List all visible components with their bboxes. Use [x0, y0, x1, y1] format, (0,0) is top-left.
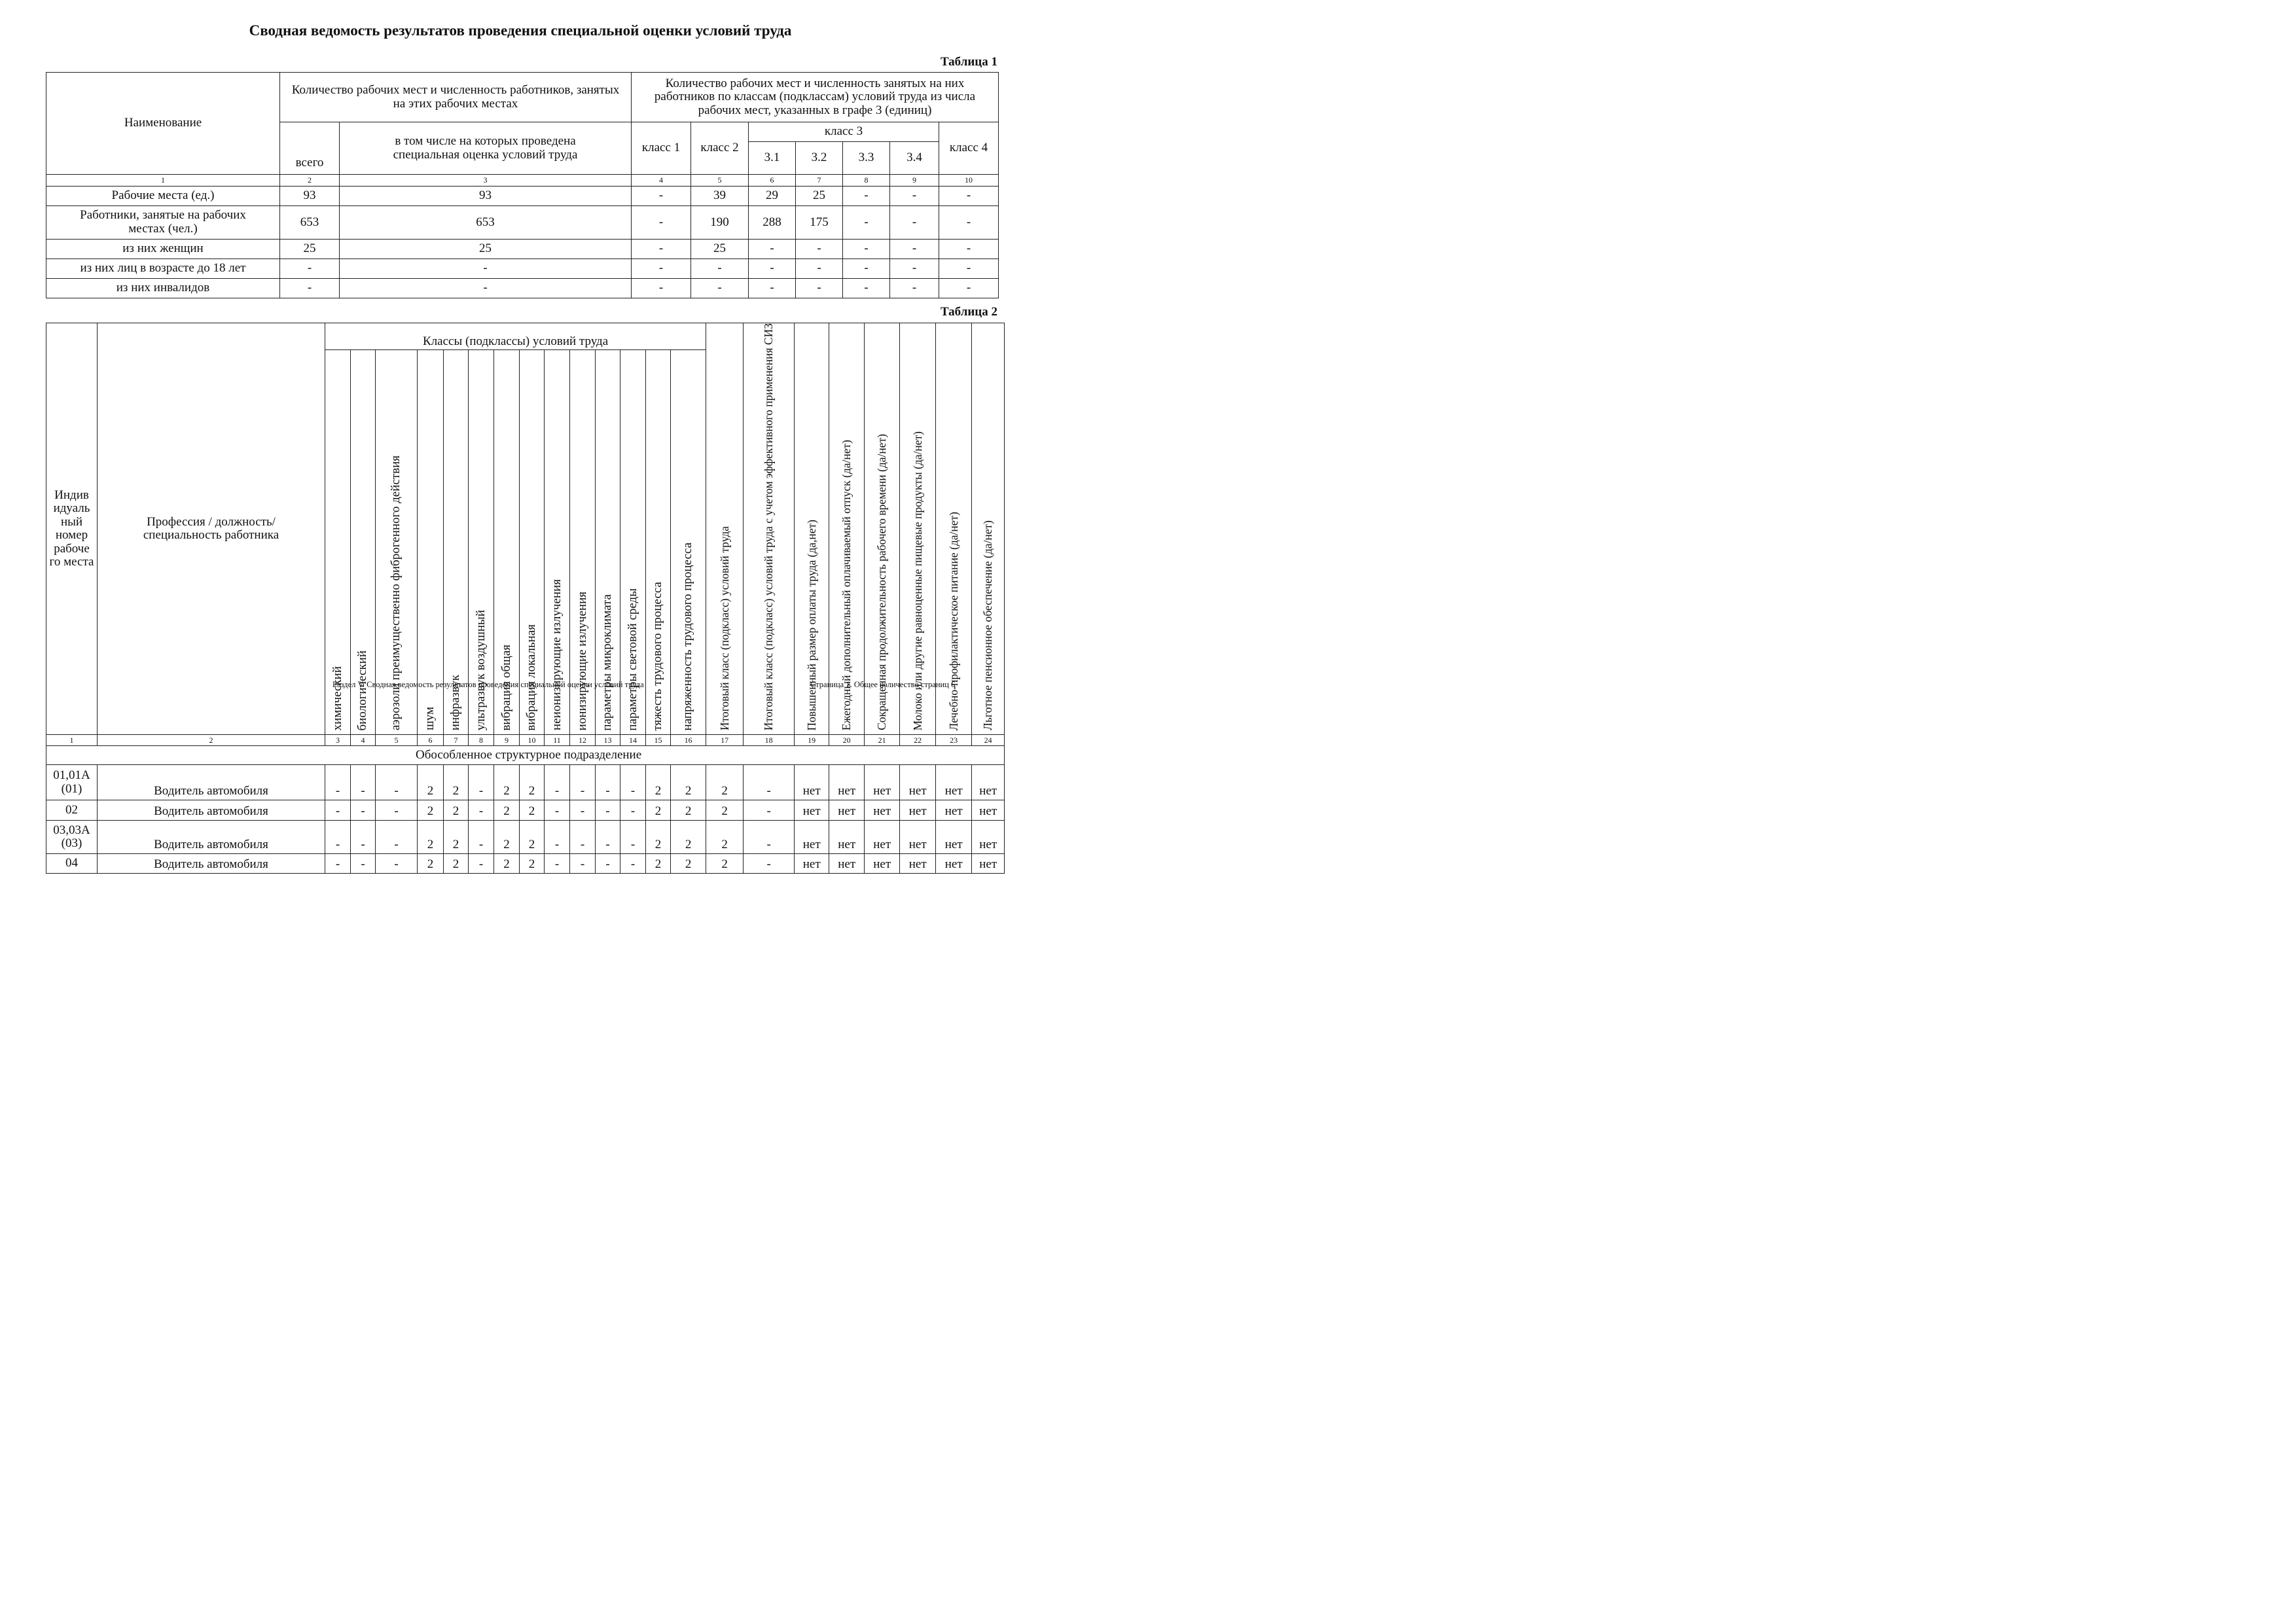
cell-value: 25	[340, 240, 632, 259]
column-number: 14	[620, 735, 646, 746]
workplace-id: 04	[46, 854, 98, 874]
column-number: 8	[843, 175, 890, 187]
cell-value: 39	[691, 187, 749, 206]
cell-value: 2	[706, 800, 744, 821]
footer-page: Страница 1. Общее количество страниц 6	[810, 680, 956, 689]
cell-value: нет	[829, 854, 865, 874]
benefit-header-text: Лечебно-профилактическое питание (да/нет)	[946, 511, 960, 731]
profession: Водитель автомобиля	[98, 765, 325, 800]
cell-value: нет	[829, 800, 865, 821]
header-class31: 3.1	[749, 142, 796, 175]
cell-value: -	[596, 821, 620, 854]
cell-value: -	[620, 800, 646, 821]
column-number: 2	[280, 175, 340, 187]
cell-value: нет	[936, 854, 972, 874]
cell-value: -	[469, 854, 494, 874]
cell-value: -	[843, 240, 890, 259]
cell-value: 2	[418, 854, 444, 874]
cell-value: -	[376, 800, 418, 821]
header-class3: класс 3	[749, 122, 939, 142]
cell-value: 2	[444, 821, 469, 854]
section-row: Обособленное структурное подразделение	[46, 746, 1005, 765]
cell-value: 2	[646, 854, 671, 874]
cell-value: -	[325, 854, 351, 874]
cell-value: -	[545, 821, 570, 854]
workplace-id: 01,01А (01)	[46, 765, 98, 800]
cell-value: -	[280, 279, 340, 298]
cell-value: 2	[494, 800, 520, 821]
cell-value: нет	[972, 854, 1005, 874]
header-class2: класс 2	[691, 122, 749, 175]
cell-value: -	[469, 765, 494, 800]
cell-value: -	[843, 279, 890, 298]
header-class-group: Количество рабочих мест и численность занятых на них работников по классам (подклассам) условий труда из числа рабочих мест, указанных в графе 3 (единиц)	[632, 73, 999, 122]
cell-value: -	[843, 259, 890, 279]
benefit-header-text: Молоко или другие равноценные пищевые продукты (да/нет)	[910, 431, 924, 731]
cell-value: -	[939, 187, 999, 206]
summary-table-1	[46, 72, 999, 298]
column-number: 13	[596, 735, 620, 746]
cell-value: 2	[444, 800, 469, 821]
factor-header-text: вибрация общая	[499, 644, 513, 731]
cell-value: -	[691, 259, 749, 279]
cell-value: -	[376, 854, 418, 874]
cell-value: нет	[865, 765, 900, 800]
cell-value: 2	[418, 765, 444, 800]
factor-header-text: шум	[423, 707, 437, 731]
table-row	[46, 206, 999, 240]
cell-value: -	[632, 279, 691, 298]
cell-value: 2	[706, 821, 744, 854]
factor-header	[351, 350, 376, 735]
factor-header	[545, 350, 570, 735]
factor-header-text: биологический	[355, 650, 370, 731]
benefit-header	[972, 323, 1005, 735]
cell-value: -	[939, 206, 999, 240]
header-total: всего	[280, 122, 340, 175]
header-profession: Профессия / должность/специальность работника	[98, 323, 325, 735]
cell-value: 2	[418, 821, 444, 854]
column-number: 6	[749, 175, 796, 187]
cell-value: нет	[936, 821, 972, 854]
cell-value: 2	[671, 821, 706, 854]
header-name: Наименование	[46, 73, 280, 175]
cell-value: -	[545, 854, 570, 874]
cell-value: -	[351, 821, 376, 854]
cell-value: -	[469, 800, 494, 821]
cell-value: нет	[900, 854, 936, 874]
profession: Водитель автомобиля	[98, 800, 325, 821]
table-row	[46, 279, 999, 298]
cell-value: -	[570, 765, 596, 800]
factor-header	[325, 350, 351, 735]
column-number: 12	[570, 735, 596, 746]
factor-header	[494, 350, 520, 735]
cell-value: 93	[340, 187, 632, 206]
cell-value: -	[744, 765, 795, 800]
cell-value: -	[570, 800, 596, 821]
column-number: 9	[890, 175, 939, 187]
cell-value: -	[545, 765, 570, 800]
cell-value: -	[691, 279, 749, 298]
column-number: 20	[829, 735, 865, 746]
cell-value: -	[596, 854, 620, 874]
factor-header	[469, 350, 494, 735]
cell-value: -	[351, 765, 376, 800]
cell-value: -	[939, 259, 999, 279]
cell-value: 2	[444, 854, 469, 874]
column-number: 6	[418, 735, 444, 746]
cell-value: -	[376, 821, 418, 854]
cell-value: -	[620, 821, 646, 854]
cell-value: нет	[936, 765, 972, 800]
cell-value: 2	[520, 821, 545, 854]
cell-value: -	[340, 259, 632, 279]
workplace-id: 02	[46, 800, 98, 821]
table1-label: Таблица 1	[940, 55, 997, 69]
cell-value: -	[939, 240, 999, 259]
factor-header-text: неионизирующие излучения	[549, 579, 564, 731]
cell-value: нет	[795, 854, 829, 874]
benefit-header	[795, 323, 829, 735]
table-row	[46, 765, 1005, 800]
header-classes: Классы (подклассы) условий труда	[325, 323, 706, 350]
factor-header	[646, 350, 671, 735]
cell-value: -	[632, 240, 691, 259]
cell-value: -	[340, 279, 632, 298]
cell-value: -	[596, 800, 620, 821]
table-row	[46, 259, 999, 279]
header-count-group: Количество рабочих мест и численность работников, занятых на этих рабочих местах	[280, 73, 632, 122]
cell-value: 2	[646, 765, 671, 800]
factor-header-text: химический	[330, 666, 344, 731]
cell-value: 29	[749, 187, 796, 206]
factor-header	[620, 350, 646, 735]
row-label: из них женщин	[46, 240, 280, 259]
cell-value: -	[744, 854, 795, 874]
cell-value: нет	[900, 821, 936, 854]
column-number: 11	[545, 735, 570, 746]
cell-value: -	[939, 279, 999, 298]
column-number: 7	[444, 735, 469, 746]
cell-value: -	[744, 800, 795, 821]
cell-value: 25	[796, 187, 843, 206]
column-number: 10	[939, 175, 999, 187]
cell-value: -	[469, 821, 494, 854]
factor-header-text: инфразвук	[448, 675, 463, 731]
cell-value: -	[890, 206, 939, 240]
cell-value: -	[325, 765, 351, 800]
cell-value: -	[796, 240, 843, 259]
table-row	[46, 800, 1005, 821]
cell-value: 2	[671, 800, 706, 821]
column-number: 4	[351, 735, 376, 746]
header-class4: класс 4	[939, 122, 999, 175]
column-number: 16	[671, 735, 706, 746]
cell-value: -	[632, 187, 691, 206]
table-row	[46, 240, 999, 259]
summary-table-2	[46, 323, 1005, 874]
header-workplace-id	[46, 323, 98, 735]
header-incl: в том числе на которых проведена специальная оценка условий труда	[340, 122, 632, 175]
cell-value: -	[325, 821, 351, 854]
cell-value: 653	[280, 206, 340, 240]
cell-value: -	[749, 240, 796, 259]
profession: Водитель автомобиля	[98, 854, 325, 874]
cell-value: -	[620, 854, 646, 874]
factor-header-text: тяжесть трудового процесса	[651, 581, 665, 731]
cell-value: 25	[280, 240, 340, 259]
cell-value: нет	[795, 765, 829, 800]
column-number: 3	[340, 175, 632, 187]
benefit-header-text: Повышенный размер оплаты труда (да,нет)	[804, 519, 818, 731]
column-number: 2	[98, 735, 325, 746]
cell-value: нет	[865, 854, 900, 874]
cell-value: -	[890, 259, 939, 279]
cell-value: -	[632, 206, 691, 240]
factor-header	[520, 350, 545, 735]
benefit-header	[900, 323, 936, 735]
factor-header-text: параметры световой среды	[625, 588, 639, 731]
cell-value: 2	[520, 854, 545, 874]
cell-value: 2	[494, 821, 520, 854]
benefit-header-text: Льготное пенсионное обеспечение (да/нет)	[981, 520, 995, 731]
cell-value: 2	[671, 854, 706, 874]
row-label: из них лиц в возрасте до 18 лет	[46, 259, 280, 279]
cell-value: -	[545, 800, 570, 821]
cell-value: -	[280, 259, 340, 279]
cell-value: 2	[646, 800, 671, 821]
cell-value: -	[843, 206, 890, 240]
row-label: из них инвалидов	[46, 279, 280, 298]
cell-value: 2	[671, 765, 706, 800]
cell-value: нет	[972, 821, 1005, 854]
table-row	[46, 187, 999, 206]
cell-value: -	[843, 187, 890, 206]
cell-value: нет	[865, 821, 900, 854]
profession: Водитель автомобиля	[98, 821, 325, 854]
cell-value: 25	[691, 240, 749, 259]
cell-value: -	[620, 765, 646, 800]
factor-header-text: ультразвук воздушный	[473, 609, 488, 731]
cell-value: нет	[795, 800, 829, 821]
header-class1: класс 1	[632, 122, 691, 175]
cell-value: нет	[936, 800, 972, 821]
factor-header-text: напряженность трудового процесса	[681, 542, 695, 731]
cell-value: -	[325, 800, 351, 821]
cell-value: 2	[520, 800, 545, 821]
cell-value: 2	[494, 765, 520, 800]
column-number: 21	[865, 735, 900, 746]
benefit-header	[744, 323, 795, 735]
factor-header	[671, 350, 706, 735]
row-label: Рабочие места (ед.)	[46, 187, 280, 206]
row-label: Работники, занятые на рабочих местах (чел.)	[46, 206, 280, 240]
factor-header	[444, 350, 469, 735]
cell-value: -	[749, 259, 796, 279]
cell-value: 93	[280, 187, 340, 206]
cell-value: -	[570, 821, 596, 854]
header-workplace-id-text: Индив идуаль ный номер рабоче го места	[49, 488, 94, 569]
cell-value: 190	[691, 206, 749, 240]
cell-value: 2	[418, 800, 444, 821]
column-number: 18	[744, 735, 795, 746]
cell-value: -	[890, 187, 939, 206]
factor-header-text: ионизирующие излучения	[575, 591, 589, 731]
cell-value: -	[351, 800, 376, 821]
factor-header	[596, 350, 620, 735]
cell-value: 2	[444, 765, 469, 800]
cell-value: 288	[749, 206, 796, 240]
cell-value: нет	[972, 765, 1005, 800]
cell-value: 2	[706, 765, 744, 800]
cell-value: 653	[340, 206, 632, 240]
cell-value: нет	[972, 800, 1005, 821]
column-number: 1	[46, 735, 98, 746]
column-number: 7	[796, 175, 843, 187]
cell-value: -	[570, 854, 596, 874]
cell-value: -	[351, 854, 376, 874]
header-class32: 3.2	[796, 142, 843, 175]
column-number: 3	[325, 735, 351, 746]
column-number: 5	[691, 175, 749, 187]
column-number: 9	[494, 735, 520, 746]
benefit-header-text: Итоговый класс (подкласс) условий труда	[717, 526, 731, 731]
cell-value: нет	[900, 765, 936, 800]
column-number: 15	[646, 735, 671, 746]
cell-value: -	[744, 821, 795, 854]
cell-value: -	[749, 279, 796, 298]
column-number: 5	[376, 735, 418, 746]
cell-value: 2	[494, 854, 520, 874]
cell-value: -	[596, 765, 620, 800]
cell-value: нет	[795, 821, 829, 854]
benefit-header	[706, 323, 744, 735]
benefit-header	[936, 323, 972, 735]
benefit-header-text: Сокращенная продолжительность рабочего времени (да/нет)	[875, 434, 889, 731]
header-class33: 3.3	[843, 142, 890, 175]
column-number: 24	[972, 735, 1005, 746]
factor-header-text: параметры микроклимата	[600, 594, 615, 731]
benefit-header-text: Ежегодный дополнительный оплачиваемый отпуск (да/нет)	[840, 440, 853, 731]
header-class34: 3.4	[890, 142, 939, 175]
document-title: Сводная ведомость результатов проведения специальной оценки условий труда	[249, 22, 792, 39]
cell-value: нет	[900, 800, 936, 821]
workplace-id: 03,03А (03)	[46, 821, 98, 854]
cell-value: 175	[796, 206, 843, 240]
cell-value: 2	[520, 765, 545, 800]
factor-header	[418, 350, 444, 735]
cell-value: -	[376, 765, 418, 800]
benefit-header-text: Итоговый класс (подкласс) условий труда с учетом эффективного применения СИЗ	[762, 323, 776, 731]
cell-value: 2	[706, 854, 744, 874]
cell-value: нет	[865, 800, 900, 821]
factor-header	[570, 350, 596, 735]
cell-value: -	[890, 240, 939, 259]
cell-value: нет	[829, 821, 865, 854]
footer-section: Раздел V. Сводная ведомость результатов проведения специальной оценки условий труда	[332, 680, 644, 689]
column-number: 10	[520, 735, 545, 746]
column-number: 22	[900, 735, 936, 746]
column-number: 4	[632, 175, 691, 187]
table-row	[46, 854, 1005, 874]
table2-label: Таблица 2	[940, 305, 997, 319]
factor-header-text: аэрозоли преимущественно фиброгенного действия	[389, 455, 403, 731]
cell-value: 2	[646, 821, 671, 854]
column-number: 8	[469, 735, 494, 746]
factor-header-text: вибрация локальная	[524, 624, 539, 731]
benefit-header	[829, 323, 865, 735]
cell-value: -	[632, 259, 691, 279]
column-number: 19	[795, 735, 829, 746]
factor-header	[376, 350, 418, 735]
table-row	[46, 821, 1005, 854]
benefit-header	[865, 323, 900, 735]
column-number: 17	[706, 735, 744, 746]
cell-value: -	[796, 279, 843, 298]
column-number: 1	[46, 175, 280, 187]
column-number: 23	[936, 735, 972, 746]
cell-value: -	[890, 279, 939, 298]
cell-value: -	[796, 259, 843, 279]
cell-value: нет	[829, 765, 865, 800]
